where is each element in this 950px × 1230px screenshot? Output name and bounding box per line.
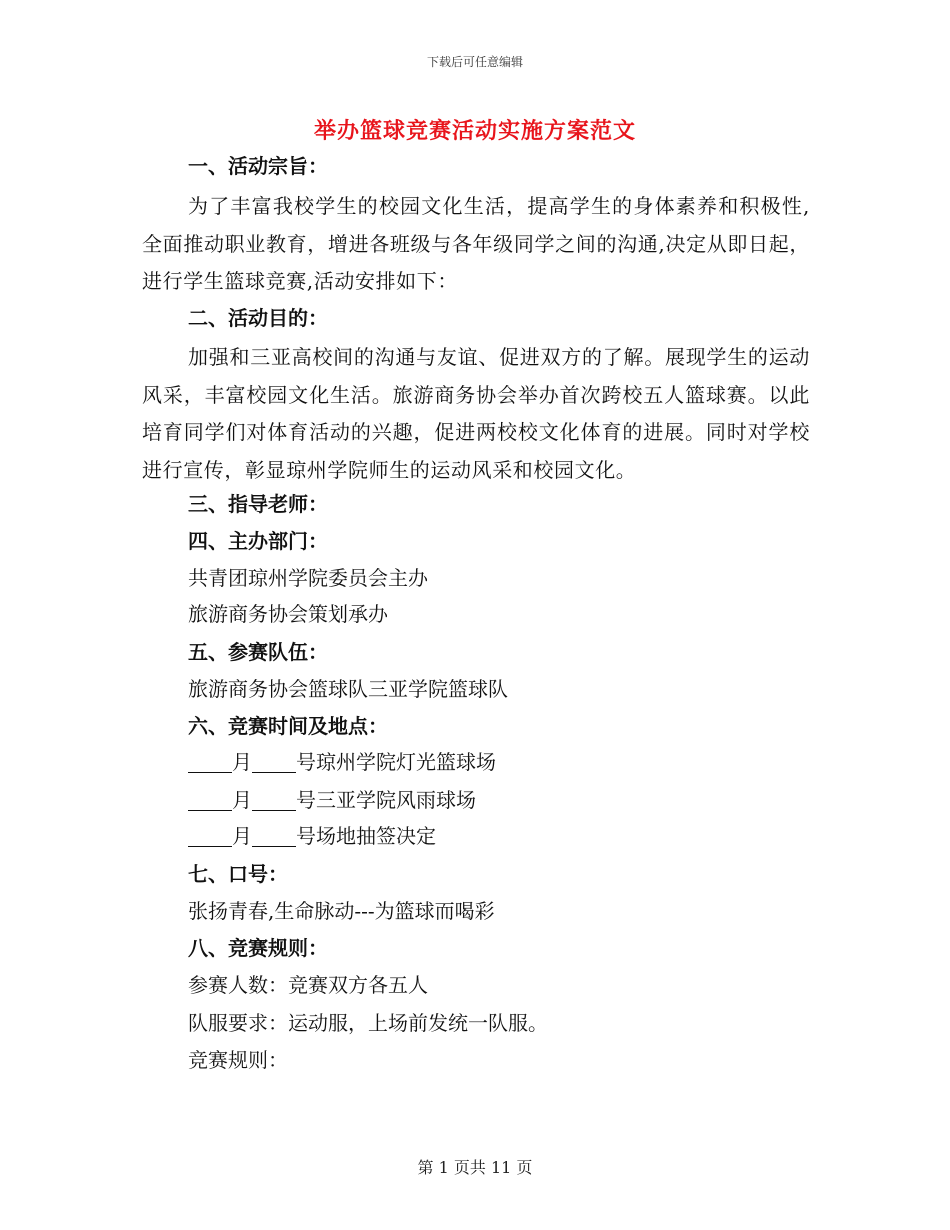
header-note: 下载后可任意编辑	[426, 55, 523, 69]
section-5-heading: 五、参赛队伍：	[188, 640, 328, 664]
section-1-paragraph: 为了丰富我校学生的校园文化生活，提高学生的身体素养和积极性,全面推动职业教育，增进各班级与各年级同学之间的沟通,决定从即日起，进行学生篮球竞赛,活动安排如下：	[142, 194, 810, 293]
organizer-line: 共青团琼州学院委员会主办	[188, 566, 428, 590]
schedule-venue-3: 号场地抽签决定	[296, 824, 436, 848]
section-8-heading: 八、竞赛规则：	[188, 936, 328, 960]
page-footer: 第 1 页共 11 页	[417, 1158, 533, 1177]
rule-players-line: 参赛人数：竞赛双方各五人	[188, 973, 428, 997]
document-title: 举办篮球竞赛活动实施方案范文	[313, 118, 636, 144]
rule-label-line: 竞赛规则：	[188, 1048, 288, 1072]
section-4-heading: 四、主办部门：	[188, 529, 328, 553]
month-label: 月	[232, 824, 252, 848]
schedule-line-1	[188, 748, 496, 776]
section-2-paragraph: 加强和三亚高校间的沟通与友谊、促进双方的了解。展现学生的运动风采，丰富校园文化生活。旅游商务协会举办首次跨校五人篮球赛。以此培育同学们对体育活动的兴趣，促进两校校文化体育的进展。同时对学校进行宣传，彰显琼州学院师生的运动风采和校园文化。	[142, 345, 810, 482]
schedule-venue-2: 号三亚学院风雨球场	[296, 788, 476, 812]
month-blank	[188, 790, 232, 811]
section-2-heading: 二、活动目的：	[188, 306, 328, 330]
day-blank	[252, 752, 296, 773]
schedule-line-2	[188, 786, 476, 814]
schedule-line-3	[188, 822, 436, 850]
rule-uniform-line: 队服要求：运动服，上场前发统一队服。	[188, 1011, 548, 1035]
section-3-heading: 三、指导老师：	[188, 492, 328, 516]
month-blank	[188, 752, 232, 773]
teams-line: 旅游商务协会篮球队三亚学院篮球队	[188, 677, 508, 701]
section-1-heading: 一、活动宗旨：	[188, 154, 328, 178]
section-7-heading: 七、口号：	[188, 862, 288, 886]
day-blank	[252, 826, 296, 847]
slogan-line: 张扬青春,生命脉动---为篮球而喝彩	[188, 899, 495, 923]
day-blank	[252, 790, 296, 811]
co-organizer-line: 旅游商务协会策划承办	[188, 602, 388, 626]
month-label: 月	[232, 750, 252, 774]
schedule-venue-1: 号琼州学院灯光篮球场	[296, 750, 496, 774]
month-blank	[188, 826, 232, 847]
month-label: 月	[232, 788, 252, 812]
section-6-heading: 六、竞赛时间及地点：	[188, 714, 388, 738]
